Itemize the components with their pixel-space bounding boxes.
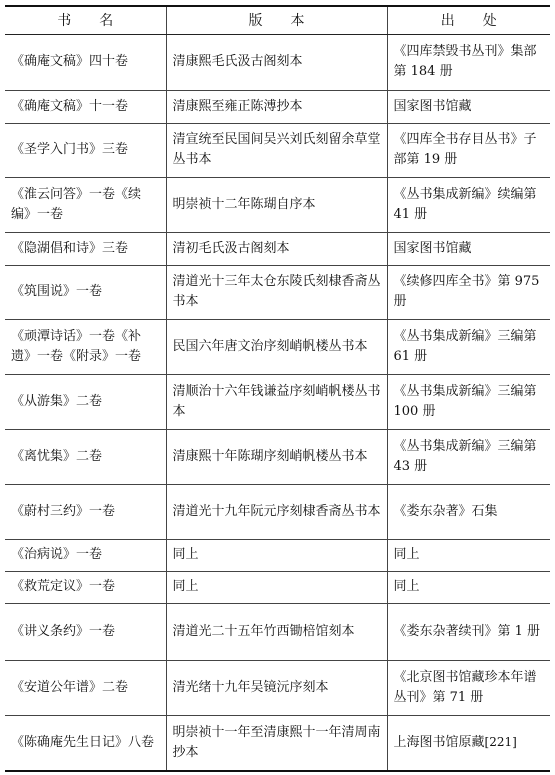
cell-source: 《丛书集成新编》三编第 61 册 xyxy=(387,319,550,374)
cell-title: 《离忧集》二卷 xyxy=(5,429,166,484)
cell-edition: 同上 xyxy=(166,571,387,603)
table-row xyxy=(5,660,550,715)
cell-edition: 清光绪十九年吴镜沅序刻本 xyxy=(166,660,387,715)
header-title: 书 名 xyxy=(5,6,166,34)
cell-title: 《隐湖倡和诗》三卷 xyxy=(5,232,166,265)
cell-source: 《续修四库全书》第 975 册 xyxy=(387,265,550,319)
cell-source: 《北京图书馆藏珍本年谱丛刊》第 71 册 xyxy=(387,660,550,715)
table-row xyxy=(5,123,550,177)
cell-title: 《筑围说》一卷 xyxy=(5,265,166,319)
header-source: 出 处 xyxy=(387,6,550,34)
table-row xyxy=(5,319,550,374)
cell-source: 《四库禁毁书丛刊》集部第 184 册 xyxy=(387,34,550,90)
cell-edition: 清道光十九年阮元序刻棣香斋丛书本 xyxy=(166,484,387,539)
cell-edition: 同上 xyxy=(166,539,387,571)
table-row xyxy=(5,232,550,265)
cell-source: 《娄东杂著》石集 xyxy=(387,484,550,539)
cell-edition: 清道光十三年太仓东陵氏刻棣香斋丛书本 xyxy=(166,265,387,319)
cell-edition: 清康熙毛氏汲古阁刻本 xyxy=(166,34,387,90)
cell-edition: 清宣统至民国间吴兴刘氏刻留余草堂丛书本 xyxy=(166,123,387,177)
cell-source: 国家图书馆藏 xyxy=(387,90,550,123)
table-header-row xyxy=(5,6,550,34)
cell-edition: 清初毛氏汲古阁刻本 xyxy=(166,232,387,265)
cell-source: 《丛书集成新编》三编第 100 册 xyxy=(387,374,550,429)
cell-title: 《蔚村三约》一卷 xyxy=(5,484,166,539)
table-row xyxy=(5,484,550,539)
cell-edition: 民国六年唐文治序刻峭帆楼丛书本 xyxy=(166,319,387,374)
cell-title: 《陈确庵先生日记》八卷 xyxy=(5,715,166,771)
cell-source: 《丛书集成新编》续编第 41 册 xyxy=(387,177,550,232)
cell-source: 《四库全书存目丛书》子部第 19 册 xyxy=(387,123,550,177)
table-row xyxy=(5,715,550,771)
cell-title: 《顽潭诗话》一卷《补遗》一卷《附录》一卷 xyxy=(5,319,166,374)
cell-source: 同上 xyxy=(387,571,550,603)
table-row xyxy=(5,265,550,319)
cell-title: 《确庵文稿》十一卷 xyxy=(5,90,166,123)
cell-edition: 清康熙十年陈瑚序刻峭帆楼丛书本 xyxy=(166,429,387,484)
cell-source: 国家图书馆藏 xyxy=(387,232,550,265)
footnote-ref: [221] xyxy=(484,735,517,750)
table-row xyxy=(5,90,550,123)
cell-title: 《救荒定议》一卷 xyxy=(5,571,166,603)
cell-source: 《丛书集成新编》三编第 43 册 xyxy=(387,429,550,484)
cell-title: 《从游集》二卷 xyxy=(5,374,166,429)
table-row xyxy=(5,374,550,429)
cell-edition: 明崇祯十一年至清康熙十一年清周南抄本 xyxy=(166,715,387,771)
cell-title: 《淮云问答》一卷《续编》一卷 xyxy=(5,177,166,232)
cell-title: 《治病说》一卷 xyxy=(5,539,166,571)
header-edition: 版 本 xyxy=(166,6,387,34)
cell-title: 《安道公年谱》二卷 xyxy=(5,660,166,715)
book-table-container xyxy=(5,5,550,772)
table-row xyxy=(5,539,550,571)
table-row xyxy=(5,34,550,90)
cell-edition: 清道光二十五年竹西锄棓馆刻本 xyxy=(166,603,387,660)
cell-title: 《讲义条约》一卷 xyxy=(5,603,166,660)
source-text: 上海图书馆原藏 xyxy=(393,735,485,751)
cell-source: 同上 xyxy=(387,539,550,571)
cell-title: 《确庵文稿》四十卷 xyxy=(5,34,166,90)
table-row xyxy=(5,571,550,603)
cell-edition: 清康熙至雍正陈溥抄本 xyxy=(166,90,387,123)
cell-title: 《圣学入门书》三卷 xyxy=(5,123,166,177)
table-row xyxy=(5,429,550,484)
cell-source: 《娄东杂著续刊》第 1 册 xyxy=(387,603,550,660)
cell-edition: 清顺治十六年钱谦益序刻峭帆楼丛书本 xyxy=(166,374,387,429)
cell-source xyxy=(387,715,550,771)
table-row xyxy=(5,603,550,660)
table-row xyxy=(5,177,550,232)
book-editions-table xyxy=(5,5,550,772)
cell-edition: 明崇祯十二年陈瑚自序本 xyxy=(166,177,387,232)
